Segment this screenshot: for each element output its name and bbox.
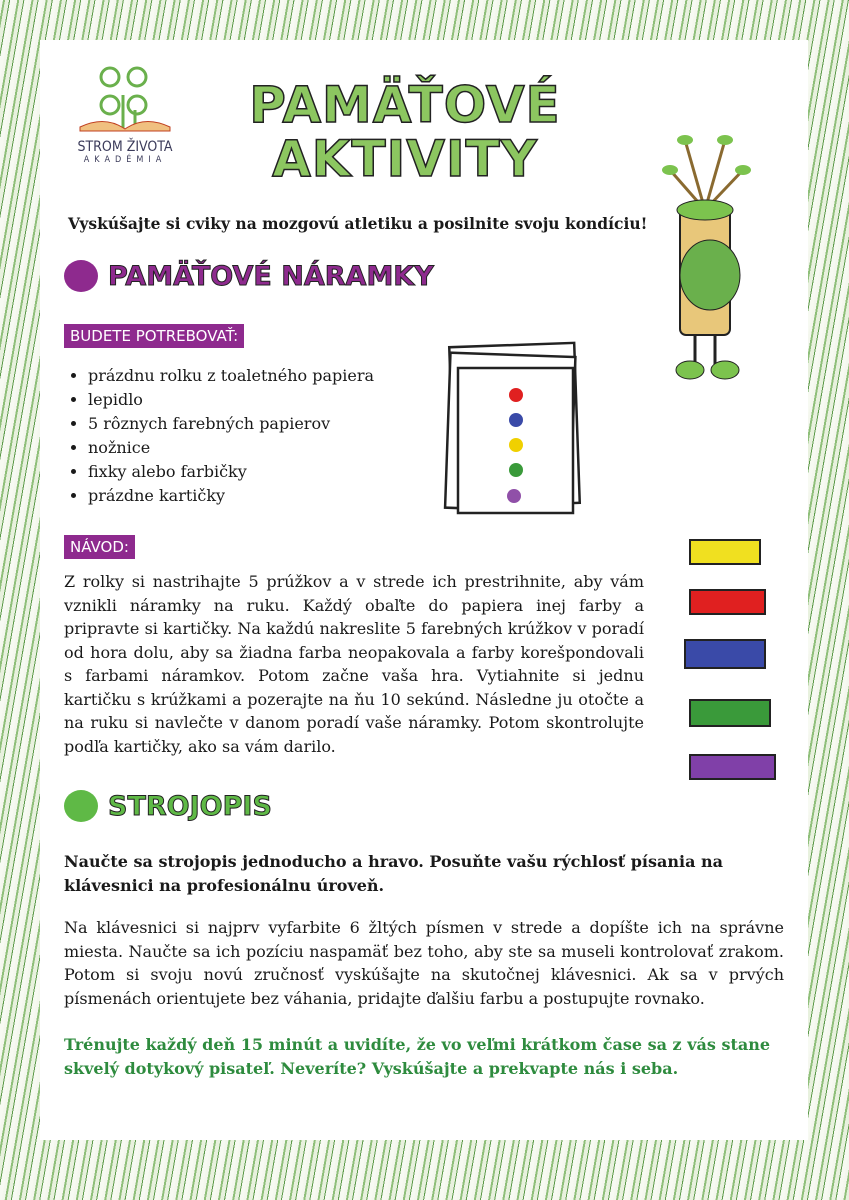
- title-line-1: PAMÄŤOVÉ: [249, 76, 561, 134]
- typing-body: Na klávesnici si najprv vyfarbite 6 žltých písmen v strede a dopíšte ich na správne miesta. Naučte sa ich pozíciu naspamäť bez toho, aby ste sa museli kontrolovať zrakom. Potom si svoju novú zručnosť vyskúšajte na skutočnej klávesnici. Ak sa v prvých písmenách orientujete bez váhania, pridajte ďalšiu farbu a postupujte rovnako.: [64, 918, 784, 1008]
- logo-sub: AKADÉMIA: [83, 155, 167, 165]
- green-dot-icon: [64, 790, 98, 822]
- list-item: • fixky alebo farbičky: [88, 460, 374, 484]
- page: [40, 40, 808, 1140]
- list-item: • 5 rôznych farebných papierov: [88, 412, 374, 436]
- bracelets-illustration: [680, 530, 780, 790]
- section-title-text: STROJOPIS: [108, 790, 272, 822]
- need-label: BUDETE POTREBOVAŤ:: [64, 324, 244, 348]
- logo: [75, 65, 175, 165]
- typing-closing: Trénujte každý deň 15 minút a uvidíte, že vo veľmi krátkom čase sa z vás stane skvelý dotykový pisateľ. Neveríte? Vyskúšajte a prekvapte nás i seba.: [64, 1035, 771, 1078]
- typing-intro: Naučte sa strojopis jednoducho a hravo. Posuňte vašu rýchlosť písania na klávesnici na profesionálnu úroveň.: [64, 852, 724, 895]
- materials-list: [68, 364, 374, 508]
- page-title: [240, 78, 570, 186]
- tree-mascot-illustration: [655, 130, 755, 390]
- title-line-2: AKTIVITY: [272, 130, 538, 188]
- purple-dot-icon: [64, 260, 98, 292]
- section-memory-bracelets-title: [64, 260, 434, 292]
- subtitle: Vyskúšajte si cviky na mozgovú atletiku a posilnite svoju kondíciu!: [68, 214, 648, 233]
- section-typing-title: [64, 790, 272, 822]
- list-item: • prázdnu rolku z toaletného papiera: [88, 364, 374, 388]
- list-item: • lepidlo: [88, 388, 374, 412]
- list-item: • prázdne kartičky: [88, 484, 374, 508]
- cards-illustration: [440, 340, 590, 520]
- tree-book-icon: [75, 65, 175, 135]
- section-title-text: PAMÄŤOVÉ NÁRAMKY: [108, 260, 434, 292]
- list-item: • nožnice: [88, 436, 374, 460]
- logo-name: STROM ŽIVOTA: [77, 139, 173, 155]
- howto-text: Z rolky si nastrihajte 5 prúžkov a v strede ich prestrihnite, aby vám vznikli náramky na ruku. Každý obaľte do papiera inej farby a pripravte si kartičky. Na každú nakreslite 5 farebných krúžkov v poradí od hora dolu, aby sa žiadna farba neopakovala a farby korešpondovali s farbami náramkov. Potom začne vaša hra. Vytiahnite si jednu kartičku s krúžkami a pozerajte na ňu 10 sekúnd. Následne ju otočte a na ruku si navlečte v danom poradí vaše náramky. Potom skontrolujte podľa kartičky, ako sa vám darilo.: [64, 572, 644, 756]
- howto-label: NÁVOD:: [64, 535, 135, 559]
